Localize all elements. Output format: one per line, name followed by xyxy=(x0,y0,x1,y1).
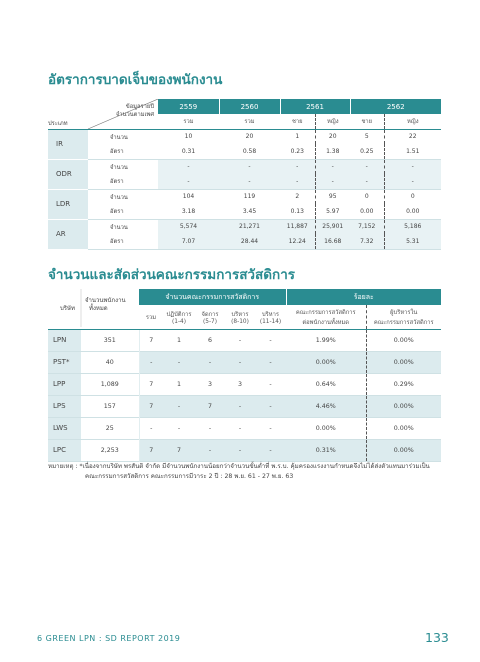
value-cell: 3.45 xyxy=(242,207,257,215)
corner-left-label: ประเภท xyxy=(48,121,68,127)
value-cell: - xyxy=(158,174,219,189)
sub-header-female: หญิง xyxy=(384,114,441,129)
value-cell: - xyxy=(163,351,195,373)
value-cell: - xyxy=(158,159,219,174)
measure-label: จำนวน xyxy=(110,164,128,171)
table-row xyxy=(48,144,441,159)
col-executive: บริหาร (11-14) xyxy=(259,311,282,325)
table-note xyxy=(48,462,448,482)
value-cell: - xyxy=(219,159,280,174)
value-cell: - xyxy=(238,336,242,344)
corner2-left: บริษัท xyxy=(60,305,75,312)
value-cell: 40 xyxy=(105,358,114,366)
sub-header-female: หญิง xyxy=(315,114,350,129)
value-cell: 7,152 xyxy=(350,219,384,234)
value-cell: 5,186 xyxy=(384,219,441,234)
value-cell: 0.25 xyxy=(360,147,374,155)
value-cell: - xyxy=(219,174,280,189)
value-cell: 7 xyxy=(139,395,163,417)
value-cell: 16.68 xyxy=(315,234,350,249)
value-cell: 0 xyxy=(364,193,369,201)
value-cell: 20 xyxy=(315,129,350,144)
value-cell: 7.32 xyxy=(350,234,384,249)
value-cell: 2 xyxy=(295,193,300,201)
value-cell: - xyxy=(177,424,181,432)
value-cell: 7 xyxy=(139,373,163,395)
value-cell: - xyxy=(255,395,286,417)
table-row xyxy=(48,373,441,395)
table2-corner xyxy=(48,289,139,329)
value-cell: 0.00% xyxy=(366,417,441,439)
value-cell: 0 xyxy=(384,189,441,204)
value-cell: 2,253 xyxy=(100,446,119,454)
value-cell: 0.00% xyxy=(366,329,441,351)
value-cell: 5,574 xyxy=(158,219,219,234)
value-cell: 7 xyxy=(139,439,163,461)
col-total: รวม xyxy=(145,314,157,321)
table-row xyxy=(48,395,441,417)
welfare-committee-table xyxy=(48,289,441,462)
value-cell: 0.29% xyxy=(366,373,441,395)
value-cell: 3 xyxy=(237,380,242,388)
corner2-right2: ทั้งหมด xyxy=(89,305,108,312)
value-cell: 1 xyxy=(176,336,181,344)
table-row xyxy=(48,351,441,373)
company-code: LPN xyxy=(48,329,81,351)
value-cell: - xyxy=(255,351,286,373)
value-cell: 22 xyxy=(384,129,441,144)
value-cell: 1.51 xyxy=(384,144,441,159)
value-cell: 7 xyxy=(163,439,195,461)
table1-corner xyxy=(48,99,158,129)
value-cell: - xyxy=(255,439,286,461)
value-cell: 28.44 xyxy=(219,234,280,249)
value-cell: - xyxy=(208,424,212,432)
value-cell: 6 xyxy=(207,336,212,344)
value-cell: 1,089 xyxy=(100,380,119,388)
value-cell: - xyxy=(269,336,272,344)
sub-header-male: ชาย xyxy=(361,119,373,126)
value-cell: - xyxy=(225,395,255,417)
value-cell: 104 xyxy=(182,193,195,201)
value-cell: 5 xyxy=(364,133,369,141)
value-cell: 4.46% xyxy=(286,395,366,417)
value-cell: 1 xyxy=(295,133,300,141)
year-header: 2562 xyxy=(350,99,441,114)
sub-header-total: รวม xyxy=(244,119,255,126)
measure-label: จำนวน xyxy=(110,194,128,201)
value-cell: - xyxy=(269,424,272,432)
value-cell: 1.38 xyxy=(315,144,350,159)
company-code: PST* xyxy=(48,351,81,373)
table-row xyxy=(48,174,441,189)
table-row xyxy=(48,219,441,234)
company-code: LPC xyxy=(48,439,81,461)
corner-mid-label: จำนวนตามเพศ xyxy=(115,112,154,118)
value-cell: 1.99% xyxy=(315,336,336,344)
table-row xyxy=(48,159,441,174)
value-cell: 119 xyxy=(243,193,256,201)
sub-header-male: ชาย xyxy=(291,119,303,126)
company-code: LPP xyxy=(48,373,81,395)
value-cell: 25 xyxy=(105,424,114,432)
value-cell: - xyxy=(139,351,163,373)
value-cell: 0.00% xyxy=(366,395,441,417)
injury-type: LDR xyxy=(48,189,88,219)
value-cell: 0.64% xyxy=(315,380,336,388)
measure-label: อัตรา xyxy=(110,149,124,156)
table-row xyxy=(48,234,441,249)
col-pct-all: คณะกรรมการสวัสดิการ ต่อพนักงานทั้งหมด xyxy=(295,309,356,326)
value-cell: 7 xyxy=(195,395,225,417)
value-cell: - xyxy=(315,174,350,189)
value-cell: - xyxy=(225,351,255,373)
injury-type: IR xyxy=(48,129,88,159)
measure-label: จำนวน xyxy=(110,224,128,231)
value-cell: - xyxy=(195,351,225,373)
value-cell: 5.97 xyxy=(315,204,350,219)
value-cell: 0.31 xyxy=(181,147,196,155)
value-cell: 0.00 xyxy=(360,207,374,215)
value-cell: 0.58 xyxy=(242,147,257,155)
injury-type: AR xyxy=(48,219,88,249)
injury-rate-table xyxy=(48,99,441,250)
value-cell: - xyxy=(280,174,315,189)
col-manager: บริหาร (8-10) xyxy=(231,311,249,325)
company-code: LWS xyxy=(48,417,81,439)
value-cell: 7.07 xyxy=(158,234,219,249)
value-cell: 5.31 xyxy=(384,234,441,249)
corner2-right1: จำนวนพนักงาน xyxy=(85,297,126,304)
measure-label: จำนวน xyxy=(110,134,128,141)
section2-title: จำนวนและสัดส่วนคณะกรรมการสวัสดิการ xyxy=(48,267,296,283)
value-cell: 7 xyxy=(139,329,163,351)
sub-header-total: รวม xyxy=(183,119,194,126)
injury-type: ODR xyxy=(48,159,88,189)
value-cell: 21,271 xyxy=(219,219,280,234)
value-cell: 0.23 xyxy=(290,147,304,155)
value-cell: 0.31% xyxy=(286,439,366,461)
value-cell: - xyxy=(315,159,350,174)
measure-label: อัตรา xyxy=(110,209,124,216)
value-cell: - xyxy=(384,159,441,174)
corner-top-label: ข้อมูลรายปี xyxy=(125,104,154,110)
table-row xyxy=(48,204,441,219)
table-row xyxy=(48,189,441,204)
value-cell: 0.00 xyxy=(384,204,441,219)
value-cell: 3.18 xyxy=(181,207,196,215)
value-cell: 0.00% xyxy=(315,424,336,432)
value-cell: - xyxy=(269,380,272,388)
value-cell: 20 xyxy=(245,133,254,141)
year-header: 2561 xyxy=(280,99,350,114)
value-cell: 25,901 xyxy=(315,219,350,234)
note-line2: คณะกรรมการสวัสดิการ คณะกรรมการมีวาระ 2 ปี : 28 พ.ย. 61 - 27 พ.ย. 63 xyxy=(85,473,294,480)
table-row xyxy=(48,439,441,461)
measure-label: อัตรา xyxy=(110,239,124,246)
value-cell: 1 xyxy=(176,380,181,388)
footer-report-title: 6 GREEN LPN : SD REPORT 2019 xyxy=(37,634,181,643)
note-line1: *เนื่องจากบริษัท พรสันติ จำกัด มีจำนวนพนักงานน้อยกว่าจำนวนขั้นต่ำที่ พ.ร.บ. คุ้มครองแรงงานกำหนดจึงไม่ได้ส่งตัวแทนมาร่วมเป็น xyxy=(79,463,430,470)
year-header: 2560 xyxy=(219,99,280,114)
table-row xyxy=(48,417,441,439)
value-cell: 12.24 xyxy=(280,234,315,249)
value-cell: - xyxy=(384,174,441,189)
company-code: LPS xyxy=(48,395,81,417)
value-cell: - xyxy=(139,417,163,439)
value-cell: 95 xyxy=(315,189,350,204)
value-cell: 157 xyxy=(103,402,116,410)
committee-header: จำนวนคณะกรรมการสวัสดิการ xyxy=(139,289,286,305)
value-cell: 3 xyxy=(207,380,212,388)
value-cell: - xyxy=(163,395,195,417)
col-operation: ปฏิบัติการ (1-4) xyxy=(166,311,192,325)
value-cell: - xyxy=(350,159,384,174)
value-cell: 0.00% xyxy=(286,351,366,373)
value-cell: - xyxy=(350,174,384,189)
value-cell: 11,887 xyxy=(280,219,315,234)
value-cell: 10 xyxy=(184,133,193,141)
value-cell: - xyxy=(225,439,255,461)
col-supervisor: จัดการ (5-7) xyxy=(201,311,219,325)
measure-label: อัตรา xyxy=(110,179,124,186)
value-cell: 351 xyxy=(103,336,116,344)
table-row xyxy=(48,129,441,144)
section1-title: อัตราการบาดเจ็บของพนักงาน xyxy=(48,72,223,88)
col-pct-exec: ผู้บริหารใน คณะกรรมการสวัสดิการ xyxy=(366,305,441,329)
table-row xyxy=(48,329,441,351)
value-cell: - xyxy=(195,439,225,461)
value-cell: - xyxy=(280,159,315,174)
value-cell: 0.00% xyxy=(366,439,441,461)
value-cell: 0.13 xyxy=(290,207,304,215)
note-prefix: หมายเหตุ : xyxy=(48,463,78,470)
page-number: 133 xyxy=(425,630,449,645)
year-header: 2559 xyxy=(158,99,219,114)
percent-header: ร้อยละ xyxy=(286,289,441,305)
value-cell: 0.00% xyxy=(366,351,441,373)
value-cell: - xyxy=(238,424,242,432)
